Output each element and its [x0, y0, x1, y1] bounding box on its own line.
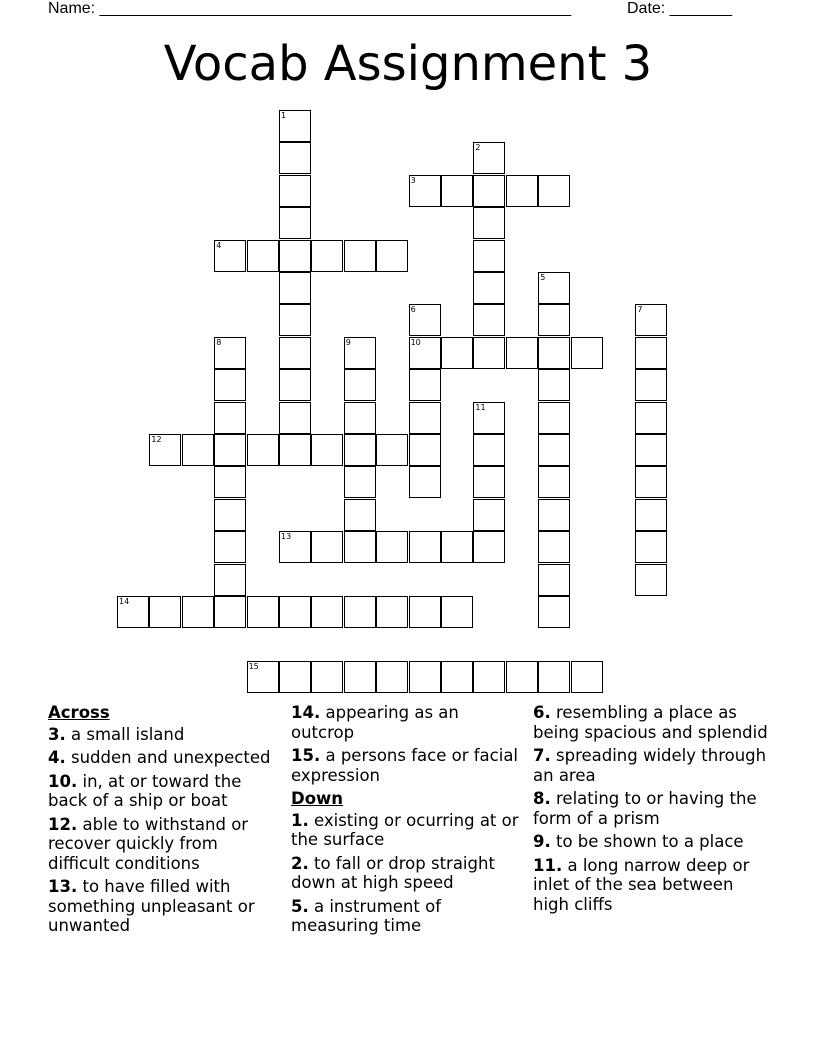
grid-cell[interactable] — [635, 434, 667, 466]
grid-cell[interactable] — [279, 337, 311, 369]
grid-cell[interactable] — [473, 434, 505, 466]
grid-cell[interactable] — [473, 142, 505, 174]
grid-cell[interactable] — [344, 402, 376, 434]
clue — [291, 811, 527, 850]
date-field[interactable]: Date: _______ — [627, 0, 732, 17]
grid-cell[interactable] — [311, 531, 343, 563]
clue — [48, 877, 284, 936]
clue — [291, 703, 527, 742]
grid-cell[interactable] — [279, 531, 311, 563]
grid-cell[interactable] — [538, 531, 570, 563]
grid-cell[interactable] — [635, 369, 667, 401]
clue-number: 3 — [410, 175, 416, 185]
grid-cell[interactable] — [376, 434, 408, 466]
grid-cell[interactable] — [344, 240, 376, 272]
clue-num: 1. — [291, 810, 309, 830]
clue-text: to fall or drop straight down at high speed — [291, 853, 495, 892]
grid-cell[interactable] — [344, 531, 376, 563]
clue-num: 2. — [291, 853, 309, 873]
grid-cell[interactable] — [441, 337, 473, 369]
clue-num: 5. — [291, 896, 309, 916]
grid-cell[interactable] — [473, 304, 505, 336]
grid-cell[interactable] — [538, 175, 570, 207]
clues-column-3 — [533, 703, 769, 918]
clue-number: 2 — [475, 143, 481, 153]
grid-cell[interactable] — [635, 531, 667, 563]
clue-num: 12. — [48, 814, 78, 834]
clue — [48, 748, 284, 768]
grid-cell[interactable] — [344, 661, 376, 693]
clues-column-1 — [48, 703, 284, 940]
grid-cell[interactable] — [214, 369, 246, 401]
grid-cell[interactable] — [214, 240, 246, 272]
grid-cell[interactable] — [214, 499, 246, 531]
clue-num: 11. — [533, 855, 563, 875]
clue-number: 1 — [281, 111, 287, 120]
clue — [533, 703, 769, 742]
grid-cell[interactable] — [409, 369, 441, 401]
grid-cell[interactable] — [376, 531, 408, 563]
grid-cell[interactable] — [279, 596, 311, 628]
grid-cell[interactable] — [473, 531, 505, 563]
grid-cell[interactable] — [571, 661, 603, 693]
grid-cell[interactable] — [409, 434, 441, 466]
grid-cell[interactable] — [311, 240, 343, 272]
clue-text: spreading widely through an area — [533, 746, 767, 785]
grid-cell[interactable] — [279, 304, 311, 336]
clue-number: 8 — [216, 337, 222, 347]
grid-cell[interactable] — [279, 661, 311, 693]
grid-cell[interactable] — [635, 564, 667, 596]
grid-cell[interactable] — [441, 175, 473, 207]
grid-cell[interactable] — [635, 499, 667, 531]
grid-cell[interactable] — [279, 110, 311, 142]
grid-cell[interactable] — [538, 661, 570, 693]
grid-cell[interactable] — [279, 240, 311, 272]
grid-cell[interactable] — [344, 337, 376, 369]
clue-number: 7 — [637, 305, 643, 315]
clue-num: 7. — [533, 746, 551, 765]
clue — [48, 725, 284, 745]
clue-number: 6 — [410, 305, 416, 315]
clue-number: 13 — [281, 532, 292, 542]
grid-cell[interactable] — [635, 466, 667, 498]
clue-text: a persons face or facial expression — [291, 746, 519, 785]
clue-num: 6. — [533, 703, 551, 722]
clue — [291, 854, 527, 893]
clue — [533, 746, 769, 785]
clue-number: 14 — [119, 597, 130, 606]
grid-cell[interactable] — [279, 207, 311, 239]
grid-cell[interactable] — [473, 402, 505, 434]
clue-number: 5 — [540, 273, 546, 282]
grid-cell[interactable] — [279, 175, 311, 207]
clue-text: in, at or toward the back of a ship or boat — [48, 771, 242, 810]
clue-text: a long narrow deep or inlet of the sea between high cliffs — [533, 855, 750, 914]
clue-num: 14. — [291, 703, 321, 722]
grid-cell[interactable] — [214, 402, 246, 434]
clue — [533, 789, 769, 828]
grid-cell[interactable] — [538, 596, 570, 628]
grid-cell[interactable] — [247, 596, 279, 628]
grid-cell[interactable] — [506, 337, 538, 369]
clue-text: existing or ocurring at or the surface — [291, 810, 519, 849]
grid-cell[interactable] — [538, 272, 570, 304]
grid-cell[interactable] — [635, 402, 667, 434]
grid-cell[interactable] — [473, 240, 505, 272]
clue-num: 15. — [291, 746, 321, 765]
grid-cell[interactable] — [473, 272, 505, 304]
clue-num: 9. — [533, 832, 551, 851]
clue-text: appearing as an outcrop — [291, 703, 459, 742]
down-heading: Down — [291, 789, 344, 808]
clues-column-2 — [291, 703, 527, 940]
grid-cell[interactable] — [409, 466, 441, 498]
grid-cell[interactable] — [182, 596, 214, 628]
grid-cell[interactable] — [279, 402, 311, 434]
grid-cell[interactable] — [538, 434, 570, 466]
clue-list-col2-across — [291, 703, 527, 785]
name-field[interactable]: Name: _____________________________________________________ — [48, 0, 572, 17]
grid-cell[interactable] — [409, 337, 441, 369]
grid-cell[interactable] — [311, 661, 343, 693]
grid-cell[interactable] — [376, 661, 408, 693]
grid-cell[interactable] — [149, 434, 181, 466]
grid-cell[interactable] — [409, 596, 441, 628]
grid-cell[interactable] — [279, 434, 311, 466]
clue — [48, 772, 284, 811]
clue-list-col3 — [533, 703, 769, 914]
clue-number: 12 — [151, 435, 162, 444]
clue — [533, 856, 769, 915]
clue-number: 10 — [410, 337, 421, 347]
grid-cell[interactable] — [538, 337, 570, 369]
grid-cell[interactable] — [538, 304, 570, 336]
clue-text: sudden and unexpected — [65, 748, 271, 767]
grid-cell[interactable] — [409, 661, 441, 693]
clue-num: 4. — [48, 748, 66, 767]
clue-num: 3. — [48, 724, 66, 744]
clue-number: 9 — [345, 337, 351, 347]
grid-cell[interactable] — [344, 466, 376, 498]
grid-cell[interactable] — [538, 466, 570, 498]
grid-cell[interactable] — [214, 337, 246, 369]
grid-cell[interactable] — [409, 304, 441, 336]
clue-num: 8. — [533, 789, 551, 808]
grid-cell[interactable] — [538, 499, 570, 531]
grid-cell[interactable] — [247, 240, 279, 272]
grid-cell[interactable] — [409, 402, 441, 434]
grid-cell[interactable] — [279, 369, 311, 401]
clue-text: to be shown to a place — [550, 832, 744, 851]
grid-cell[interactable] — [247, 661, 279, 693]
grid-cell[interactable] — [409, 175, 441, 207]
grid-cell[interactable] — [635, 304, 667, 336]
clue-text: to have filled with something unpleasant or unwanted — [48, 877, 255, 935]
clue — [48, 815, 284, 874]
grid-cell[interactable] — [247, 434, 279, 466]
grid-cell[interactable] — [344, 499, 376, 531]
grid-cell[interactable] — [117, 596, 149, 628]
clue — [291, 897, 527, 936]
clue-number: 15 — [248, 661, 259, 671]
grid-cell[interactable] — [441, 531, 473, 563]
clue — [533, 832, 769, 852]
grid-cell[interactable] — [538, 564, 570, 596]
grid-cell[interactable] — [473, 207, 505, 239]
clue-list-col2-down — [291, 811, 527, 936]
grid-cell[interactable] — [473, 499, 505, 531]
grid-cell[interactable] — [376, 596, 408, 628]
clue-number: 11 — [475, 402, 486, 412]
clue-num: 13. — [48, 877, 78, 896]
grid-cell[interactable] — [344, 434, 376, 466]
grid-cell[interactable] — [311, 596, 343, 628]
grid-cell[interactable] — [214, 531, 246, 563]
grid-cell[interactable] — [279, 272, 311, 304]
clue-number: 4 — [216, 240, 222, 250]
grid-cell[interactable] — [538, 369, 570, 401]
grid-cell[interactable] — [279, 142, 311, 174]
grid-cell[interactable] — [311, 434, 343, 466]
grid-cell[interactable] — [473, 661, 505, 693]
clue-num: 10. — [48, 771, 78, 791]
clue-text: a instrument of measuring time — [291, 896, 441, 935]
grid-cell[interactable] — [344, 369, 376, 401]
grid-cell[interactable] — [473, 175, 505, 207]
grid-cell[interactable] — [506, 175, 538, 207]
grid-cell[interactable] — [214, 596, 246, 628]
page-title: Vocab Assignment 3 — [163, 36, 653, 92]
clue-text: resembling a place as being spacious and splendid — [533, 703, 768, 742]
across-heading: Across — [48, 703, 110, 722]
grid-cell[interactable] — [441, 661, 473, 693]
grid-cell[interactable] — [214, 564, 246, 596]
grid-cell[interactable] — [506, 661, 538, 693]
grid-cell[interactable] — [473, 466, 505, 498]
clue-text: relating to or having the form of a prism — [533, 789, 757, 828]
grid-cell[interactable] — [635, 337, 667, 369]
grid-cell[interactable] — [214, 434, 246, 466]
grid-cell[interactable] — [376, 240, 408, 272]
grid-cell[interactable] — [473, 337, 505, 369]
grid-cell[interactable] — [409, 531, 441, 563]
grid-cell[interactable] — [344, 596, 376, 628]
clue — [291, 746, 527, 785]
grid-cell[interactable] — [538, 402, 570, 434]
grid-cell[interactable] — [214, 466, 246, 498]
grid-cell[interactable] — [441, 596, 473, 628]
grid-cell[interactable] — [571, 337, 603, 369]
grid-cell[interactable] — [182, 434, 214, 466]
clue-text: a small island — [65, 724, 185, 744]
clue-text: able to withstand or recover quickly from difficult conditions — [48, 814, 249, 873]
grid-cell[interactable] — [149, 596, 181, 628]
clue-list-col1 — [48, 725, 284, 936]
